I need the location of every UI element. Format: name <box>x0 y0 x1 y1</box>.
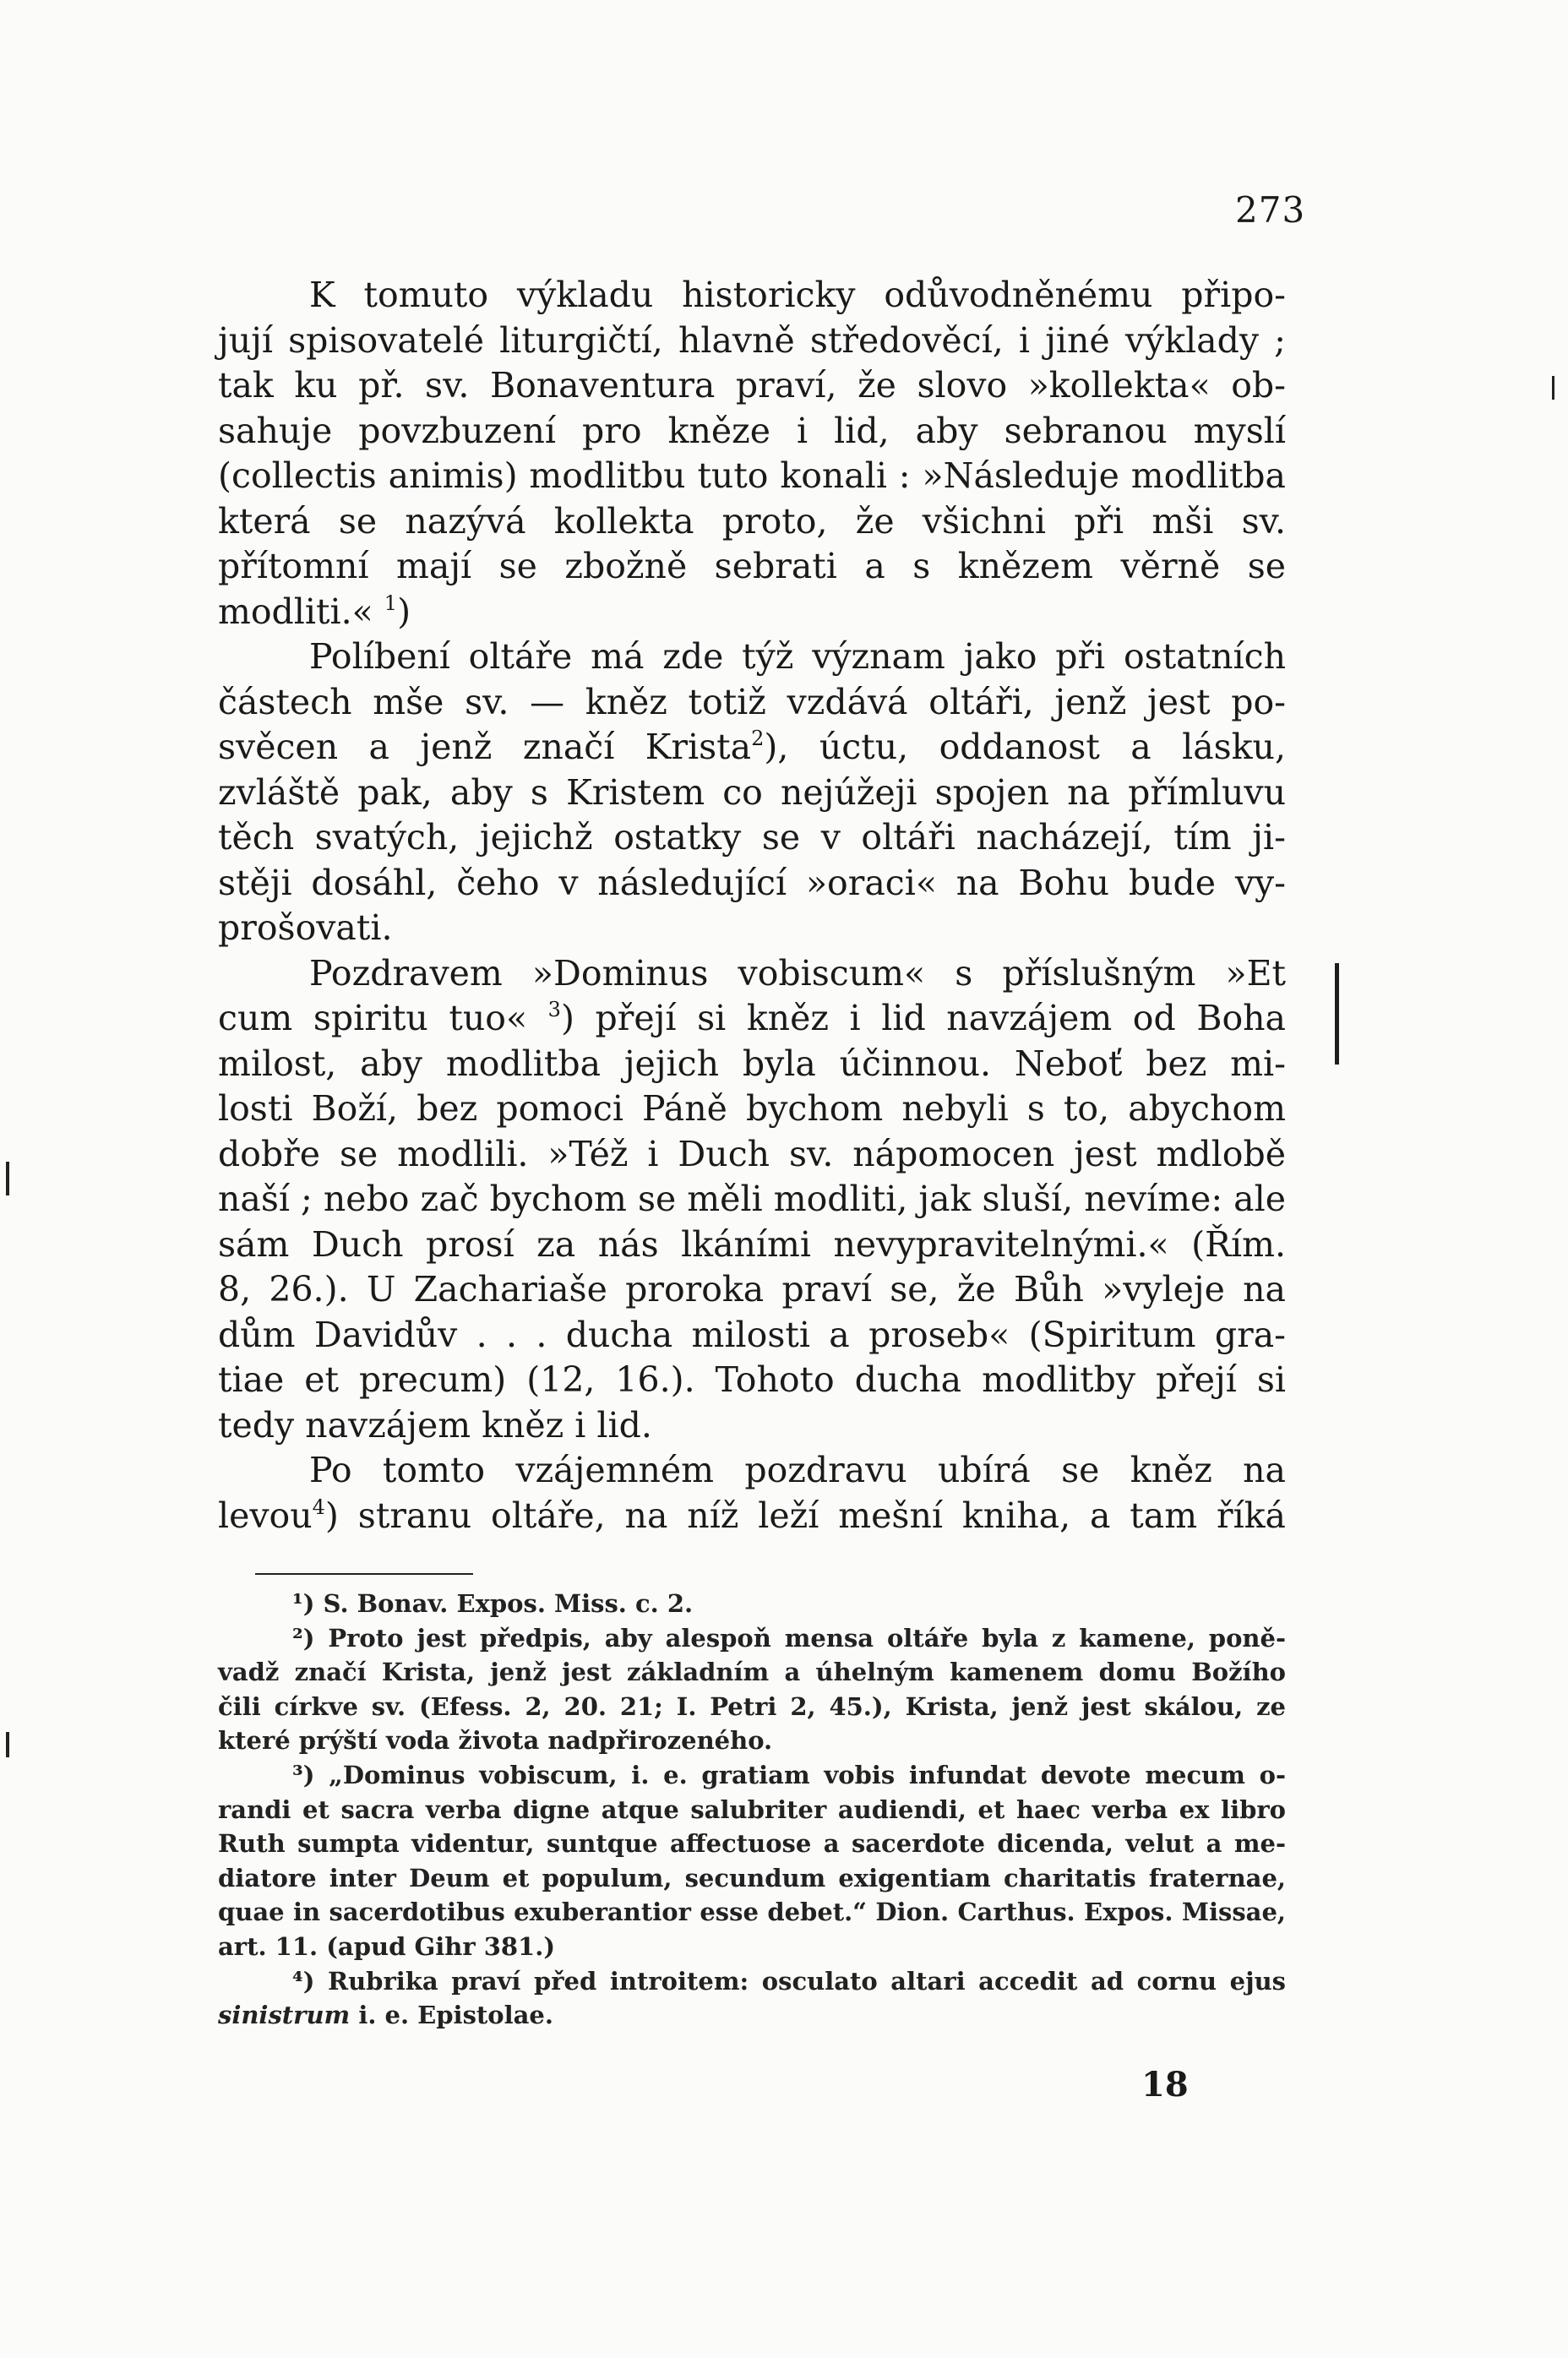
text-line: tedy navzájem kněz i lid. <box>218 1404 652 1446</box>
footnotes <box>218 1587 1286 2033</box>
footnote-text: i. e. Epistolae. <box>350 2001 553 2030</box>
text-line: Po tomto vzájemném pozdravu ubírá se kněz na <box>309 1450 1286 1490</box>
footnote-ref: 2 <box>751 727 765 750</box>
footnote-marker: ¹) <box>292 1589 324 1618</box>
footnote-line <box>218 1964 1286 1999</box>
text-fragment: ) přejí si kněz i lid navzájem od Boha <box>560 998 1286 1038</box>
footnote-line <box>218 1621 1286 1656</box>
footnote-line: Ruth sumpta videntur, suntque affectuose a sacerdote dicenda, velut a me- <box>218 1829 1286 1859</box>
footnote-ref: 3 <box>547 998 561 1021</box>
page-number: 273 <box>1235 189 1306 231</box>
text-line: dům Davidův . . . ducha milosti a proseb« (Spiritum gra- <box>218 1314 1286 1355</box>
text-line: těch svatých, jejichž ostatky se v oltáři nacházejí, tím ji- <box>218 817 1286 858</box>
footnote-marker: ³) <box>292 1760 329 1789</box>
footnote-line: quae in sacerdotibus exuberantior esse debet.“ Dion. Carthus. Expos. Missae, <box>218 1898 1286 1927</box>
footnote-marker: ²) <box>292 1623 329 1653</box>
footnote-text: „Dominus vobiscum, i. e. gratiam vobis infundat devote mecum o- <box>329 1760 1286 1789</box>
footnote-text: Rubrika praví před introitem: osculato altari accedit ad cornu ejus <box>328 1966 1286 1996</box>
text-line: losti Boží, bez pomoci Páně bychom nebyli s to, abychom <box>218 1088 1286 1129</box>
text-line <box>218 1494 1286 1539</box>
text-line: prošovati. <box>218 907 393 948</box>
footnote-line: vadž značí Krista, jenž jest základním a úhelným kamenem domu Božího <box>218 1658 1286 1687</box>
footnote-line: randi et sacra verba digne atque salubriter audiendi, et haec verba ex libro <box>218 1794 1286 1824</box>
text-line: 8, 26.). U Zachariaše proroka praví se, že Bůh »vyleje na <box>218 1269 1286 1310</box>
footnote-line: art. 11. (apud Gihr 381.) <box>218 1931 556 1961</box>
text-line: Pozdravem »Dominus vobiscum« s příslušným »Et <box>309 952 1286 994</box>
text-fragment: ), úctu, oddanost a lásku, <box>764 727 1286 767</box>
text-line <box>218 996 1286 1042</box>
text-fragment: ) stranu oltáře, na níž leží mešní kniha, a tam říká <box>324 1495 1286 1536</box>
footnote-divider <box>255 1573 473 1575</box>
footnote-ref: 1 <box>384 591 398 615</box>
text-line: tak ku př. sv. Bonaventura praví, že slovo »kollekta« ob- <box>218 365 1286 406</box>
text-line: sám Duch prosí za nás lkáními nevypravitelnými.« (Řím. <box>218 1223 1286 1265</box>
text-fragment: levou <box>218 1495 313 1536</box>
text-line <box>218 725 1286 771</box>
footnote-line <box>218 1758 1286 1793</box>
text-line <box>218 590 1286 635</box>
text-line: sahuje povzbuzení pro kněze i lid, aby sebranou myslí <box>218 410 1286 451</box>
text-line: Políbení oltáře má zde týž význam jako při ostatních <box>309 636 1286 677</box>
footnote-line <box>218 1998 1286 2033</box>
text-fragment: modliti.« <box>218 591 373 632</box>
margin-bar <box>1335 963 1339 1065</box>
text-line: stěji dosáhl, čeho v následující »oraci« na Bohu bude vy- <box>218 862 1286 903</box>
text-line: částech mše sv. — kněz totiž vzdává oltáři, jenž jest po- <box>218 681 1286 722</box>
text-line: (collectis animis) modlitbu tuto konali : »Následuje modlitba <box>218 455 1286 496</box>
text-line: přítomní mají se zbožně sebrati a s knězem věrně se <box>218 546 1286 586</box>
text-line: zvláště pak, aby s Kristem co nejúžeji spojen na přímluvu <box>218 771 1286 813</box>
text-line: která se nazývá kollekta proto, že všichni při mši sv. <box>218 500 1286 542</box>
signature-number: 18 <box>1141 2065 1189 2105</box>
text-line: naší ; nebo zač bychom se měli modliti, jak sluší, nevíme: ale <box>218 1179 1286 1219</box>
edge-mark <box>6 1162 9 1195</box>
text-line: tiae et precum) (12, 16.). Tohoto ducha modlitby přejí si <box>218 1359 1286 1400</box>
main-text <box>218 273 1286 1538</box>
footnote-line: čili církve sv. (Efess. 2, 20. 21; I. Petri 2, 45.), Krista, jenž jest skálou, ze <box>218 1691 1286 1721</box>
text-fragment: cum spiritu tuo« <box>218 998 528 1038</box>
footnote-text: Proto jest předpis, aby alespoň mensa oltáře byla z kamene, poně- <box>328 1623 1286 1653</box>
footnote-text: S. Bonav. Expos. Miss. c. 2. <box>323 1589 694 1618</box>
text-line: K tomuto výkladu historicky odůvodněnému připo- <box>309 275 1286 315</box>
footnote-line: diatore inter Deum et populum, secundum exigentiam charitatis fraternae, <box>218 1863 1286 1892</box>
text-line: jují spisovatelé liturgičtí, hlavně středověcí, i jiné výklady ; <box>218 319 1286 361</box>
edge-mark <box>1552 376 1554 400</box>
text-line: milost, aby modlitba jejich byla účinnou. Neboť bez mi- <box>218 1043 1286 1084</box>
footnote-marker: ⁴) <box>292 1966 328 1996</box>
footnote-ref-paren: ) <box>397 591 411 632</box>
footnote-line <box>218 1587 1286 1621</box>
edge-mark <box>6 1732 9 1757</box>
italic-word: sinistrum <box>218 2001 351 2030</box>
footnote-ref: 4 <box>312 1495 325 1519</box>
text-line: dobře se modlili. »Též i Duch sv. nápomocen jest mdlobě <box>218 1133 1286 1174</box>
text-fragment: svěcen a jenž značí Krista <box>218 727 752 767</box>
footnote-line: které prýští voda života nadpřirozeného. <box>218 1726 773 1756</box>
